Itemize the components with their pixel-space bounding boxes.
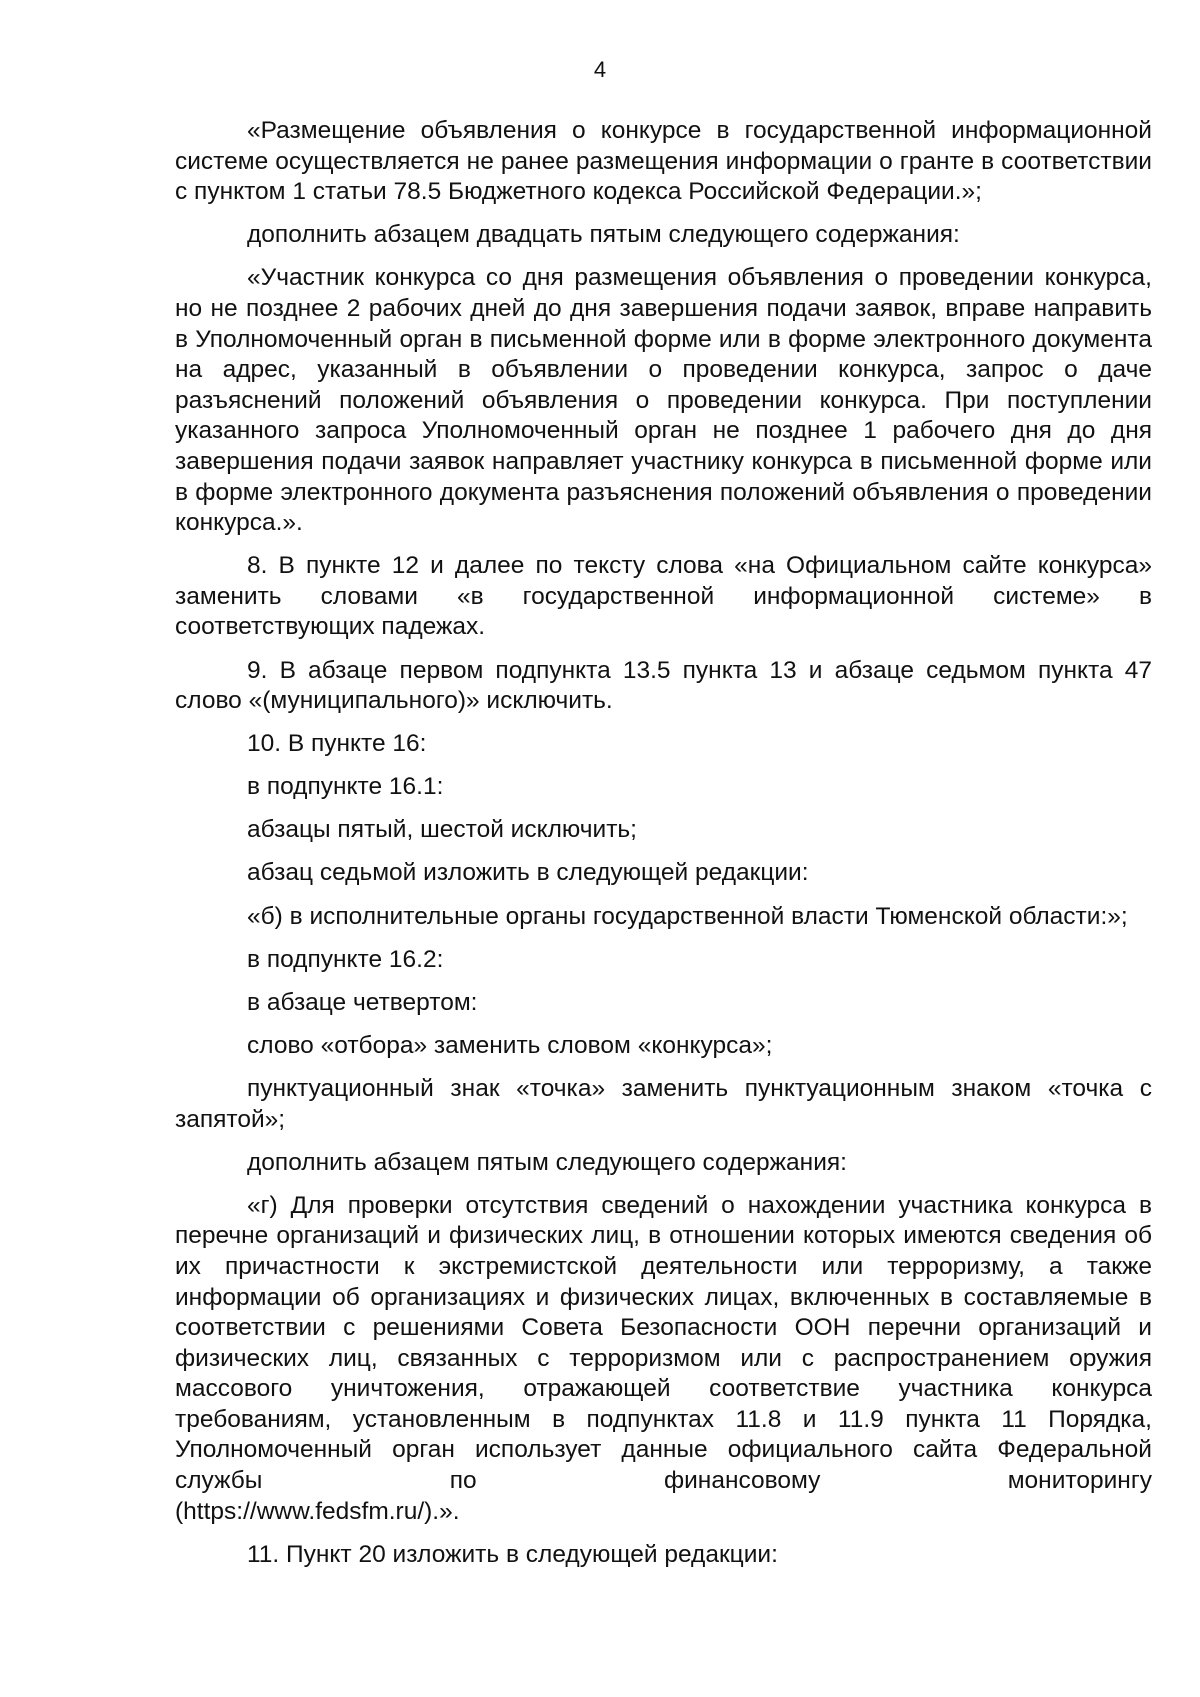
paragraph-quote-participant-request: «Участник конкурса со дня размещения объявления о проведении конкурса, но не позднее 2 рабочих дней до дня завершения подачи заявок, вправе направить в Уполномоченный орган в письменной форме или в форме электронного документа на адрес, указанный в объявлении о проведении конкурса, запрос о даче разъяснений положений объявления о проведении конкурса. При поступлении указанного запроса Уполномоченный орган не позднее 1 рабочего дня до дня завершения подачи заявок направляет участнику конкурса в письменной форме или в форме электронного документа разъяснения положений объявления о проведении конкурса.». xyxy=(175,264,1152,537)
paragraph-item-8: 8. В пункте 12 и далее по тексту слова «на Официальном сайте конкурса» заменить словами «в государственной информационной системе» в соответствующих падежах. xyxy=(175,552,1152,641)
paragraph-item-10: 10. В пункте 16: xyxy=(247,730,427,758)
paragraph-subitem-16-2: в подпункте 16.2: xyxy=(247,945,444,973)
paragraph-seventh-redaction: абзац седьмой изложить в следующей редакции: xyxy=(247,859,809,887)
paragraph-item-9: 9. В абзаце первом подпункта 13.5 пункта 13 и абзаце седьмом пункта 47 слово «(муниципального)» исключить. xyxy=(175,656,1152,715)
paragraph-quote-g xyxy=(175,1191,1152,1528)
paragraph-quote-g-main: «г) Для проверки отсутствия сведений о нахождении участника конкурса в перечне организаций и физических лиц, в отношении которых имеются сведения об их причастности к экстремистской деятельности или терроризму, а также информации об организациях и физических лицах, включенных в составляемые в соответствии с решениями Совета Безопасности ООН перечни организаций и физических лиц, связанных с терроризмом или с распространением оружия массового уничтожения, отражающей соответствие участника конкурса требованиям, установленным в подпунктах 11.8 и 11.9 пункта 11 Порядка, Уполномоченный орган использует данные официального сайта Федеральной службы по финансовому мониторингу xyxy=(175,1191,1152,1495)
paragraph-quote-b: «б) в исполнительные органы государственной власти Тюменской области:»; xyxy=(247,902,1128,930)
page-number: 4 xyxy=(593,57,607,82)
paragraph-quote-g-url: (https://www.fedsfm.ru/).». xyxy=(175,1497,460,1525)
paragraph-punctuation-replace: пунктуационный знак «точка» заменить пунктуационным знаком «точка с запятой»; xyxy=(175,1074,1152,1133)
paragraph-exclude-5-6: абзацы пятый, шестой исключить; xyxy=(247,816,637,844)
paragraph-fourth-abzac: в абзаце четвертом: xyxy=(247,988,478,1016)
paragraph-item-11: 11. Пункт 20 изложить в следующей редакции: xyxy=(247,1540,778,1568)
paragraph-add-5th: дополнить абзацем пятым следующего содержания: xyxy=(247,1148,847,1176)
paragraph-add-25th: дополнить абзацем двадцать пятым следующего содержания: xyxy=(247,221,960,249)
paragraph-quote-grant-placement: «Размещение объявления о конкурсе в государственной информационной системе осуществляется не ранее размещения информации о гранте в соответствии с пунктом 1 статьи 78.5 Бюджетного кодекса Российской Федерации.»; xyxy=(175,117,1152,206)
document-body xyxy=(175,116,1152,1583)
paragraph-word-replace: слово «отбора» заменить словом «конкурса»; xyxy=(247,1031,773,1059)
paragraph-subitem-16-1: в подпункте 16.1: xyxy=(247,773,444,801)
